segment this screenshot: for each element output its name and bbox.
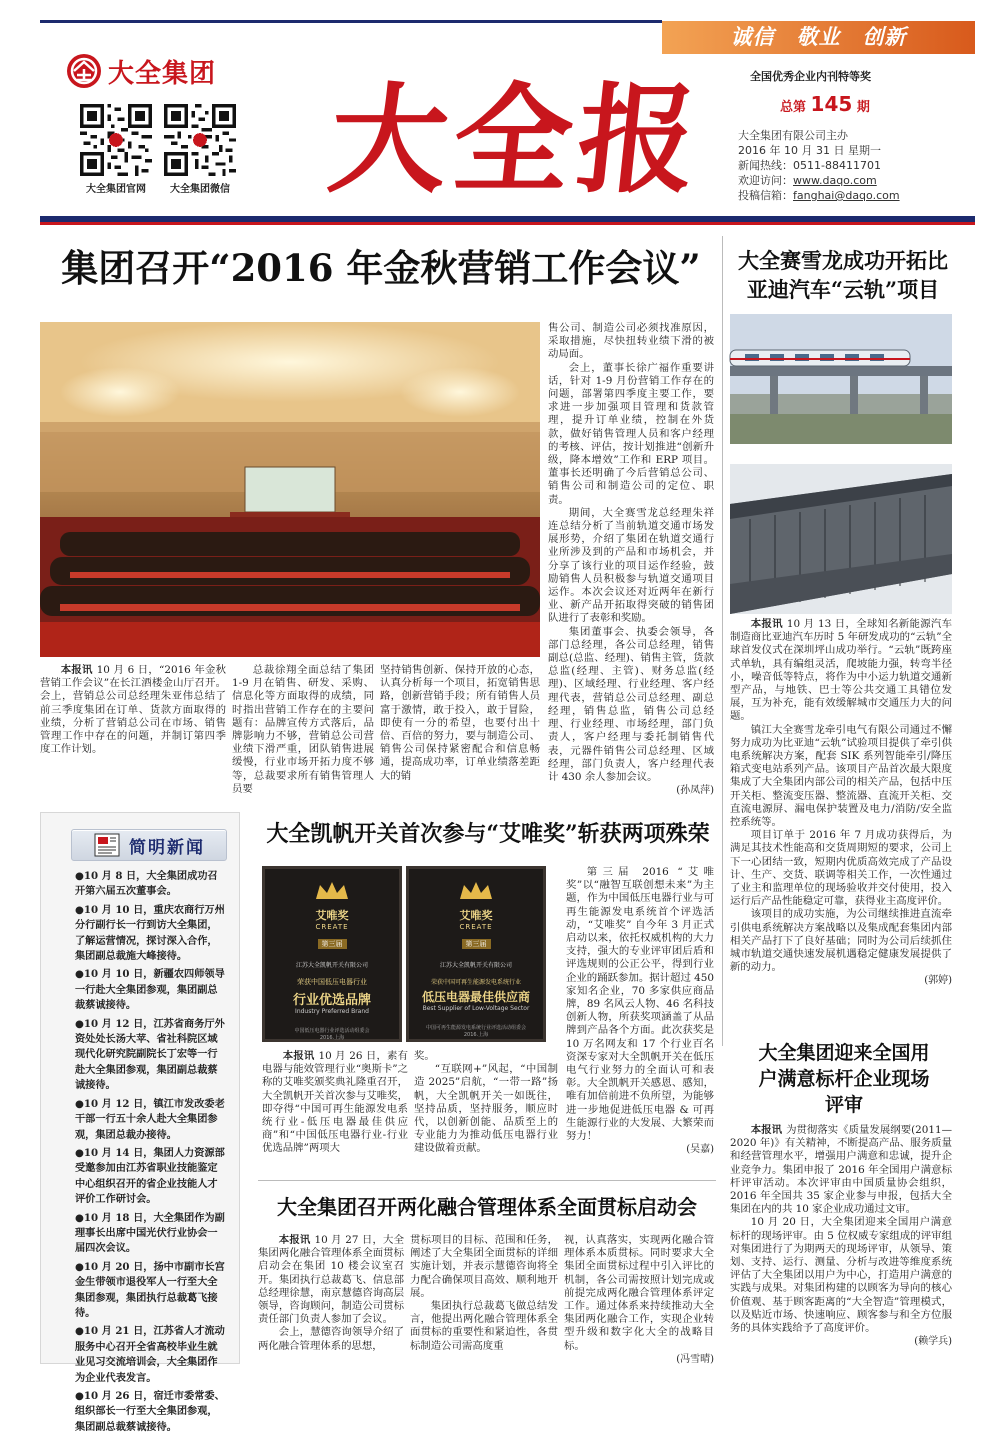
slogan-text: 诚信 敬业 创新 xyxy=(730,25,907,49)
brief-list xyxy=(41,869,239,1435)
plaque-edition: 第三届 xyxy=(462,939,491,949)
mgmt-text-3: 视，认真落实，实现两化融合管理体系本质贯标。同时要求大全集团全面贯标过程中引入评比的机制，各公司需按照计划完成或前提完成两化融合管理体系评定工作。通过体系来持续推动大全集团两化融合工作，实现企业转型升级和数字化大全的战略目标。 xyxy=(564,1234,714,1352)
group-logo[interactable] xyxy=(66,55,266,87)
lead-col-2 xyxy=(232,664,374,794)
lead-text-4d: 集团董事会、执委会领导，各部门总经理，各公司总经理，销售副总(总监、经理)、销售主管，货款总监(经理、主管)、财务总监(经理)、区域经理、行业经理、客户经理代表，营销总公司总经理、副总经理，销售总监，销售公司总经理、行业经理、市场经理，部门负责人，客户经理与委托制销售代表，元器件销售公司总经理、区域经理，部门负责人，客户经理代表计 430 余人参加会议。 xyxy=(548,625,714,783)
mgmt-col-1 xyxy=(258,1234,404,1368)
mgmt-text-1b: 会上，慧德咨询领导介绍了两化融合管理体系的思想， xyxy=(258,1326,404,1352)
right-text-3: 项目订单于 2016 年 7 月成功获得后，为满足其技术性能高和交货周期短的要求，公司上下一心团结一致，短期内优质高效完成了产品设计、生产、交货、联调等相关工作，一次性通过了业主和监理单位的现场验收并交付使用，投入运行后产品性能稳定可靠，获得业主高度评价。 xyxy=(730,829,952,908)
logo-name: 大全集团 xyxy=(108,58,217,89)
mgmt-dateline: 本报讯 xyxy=(278,1234,311,1246)
brief-title: 简明新闻 xyxy=(129,837,205,858)
lead-col-4 xyxy=(548,322,714,797)
right-dateline: 本报讯 xyxy=(750,618,783,630)
mgmt-col-3 xyxy=(564,1234,714,1368)
masthead-rule-red xyxy=(40,222,975,225)
brief-item: ●10 月 12 日，江苏省商务厅外资处处长汤大苹、省社科院区域现代化研究院副院长丁宏等一行赴大全集团参观，集团副总裁蔡诚接待。 xyxy=(75,1017,225,1092)
qr-official[interactable] xyxy=(80,104,152,176)
mgmt-rule xyxy=(258,1180,716,1181)
daqo-logo-icon xyxy=(66,53,102,89)
brief-item: ●10 月 10 日，重庆农商行万州分行副行长一行到访大全集团，了解运营情况，探讨深入合作，集团副总裁施大峰接待。 xyxy=(75,903,225,963)
kaifan-text-3: 第三届 2016 “艾唯奖”以“融智互联创想未来”为主题，作为中国低压电器行业与可再生能源发电系统首个评选活动，“艾唯奖” 自今年 3 月正式启动以来，依托权威机构的大力支持，强大的专业评审团后盾和评选规则的公正公平，得到行业企业的踊跃参加。据计超过 450 家知名企业，70 多家供应商品牌，89 名风云人物、46 名科技创新人物，所获奖项涵盖了从品牌到产品各个方面。此次获奖是 10 万名网友和 17 个行业百名资深专家对大全凯帆开关在低压电气行业努力的全面认可和表彰。大全凯帆开关感恩、感知，唯有加倍前进不负所望，为能够进一步地促进低压电器 & 可再生能源行业的大发展、大繁荣而努力！ xyxy=(566,866,714,1143)
right-headline: 大全赛雪龙成功开拓比亚迪汽车“云轨”项目 xyxy=(738,248,948,302)
qr-code-icon xyxy=(164,104,236,176)
newspaper-icon xyxy=(93,831,123,859)
qr-code-icon xyxy=(80,104,152,176)
substation-photo xyxy=(730,464,952,614)
mail-label: 投稿信箱： xyxy=(738,189,793,202)
brief-item: ●10 月 14 日，集团人力资源部受邀参加由江苏省职业技能鉴定中心组织召开的省企业技能人才评价工作研讨会。 xyxy=(75,1146,225,1206)
mail-line xyxy=(738,188,978,203)
crown-icon xyxy=(312,879,352,903)
plaque-date: 2016.上海 xyxy=(319,1035,345,1041)
brief-title-bar xyxy=(71,829,227,861)
kaifan-col-3 xyxy=(566,866,714,1168)
brief-item: ●10 月 21 日，江苏省人才流动服务中心召开全省高校毕业生就业见习交流培训会，大全集团作为企业代表发言。 xyxy=(75,1325,225,1384)
lead-text-2: 总裁徐翔全面总结了集团 1-9 月在销售、研发、采购、信息化等方面取得的成绩，同时指出营销工作存在的主要问题有：品牌宣传方式落后，品牌影响力不够，营销总公司营业绩下滑严重，团队销售进展缓慢，行业市场开拓力度不够等，总裁要求所有销售管理人员要 xyxy=(232,664,374,795)
award-plaque-2 xyxy=(406,866,546,1042)
plaque-award: 低压电器最佳供应商 xyxy=(421,990,530,1004)
kaifan-dateline: 本报讯 xyxy=(282,1050,315,1062)
qr-wechat[interactable] xyxy=(164,104,236,176)
kpi-text-1: 为贯彻落实《质量发展纲要(2011—2020 年)》有关精神，不断提高产品、服务质量和经营管理水平，增强用户满意和忠诚，提升企业竞争力。集团申报了 2016 年全国用户满意标杆评审活动。本次评审由中国质量协会组织，2016 年全国共 35 家企业参与申报，包括大全集团在内的共 10 家企业成功通过文审。 xyxy=(730,1124,952,1216)
right-divider xyxy=(722,236,723,1046)
kaifan-col-2 xyxy=(414,1050,558,1168)
qr-label-official: 大全集团官网 xyxy=(86,184,146,195)
kaifan-text-1: 10 月 26 日，素有电器与能效管理行业“奥斯卡”之称的艾唯奖颁奖典礼隆重召开，大全凯帆开关首次参与艾唯奖，即夺得“中国可再生能源发电系统行业-低压电器最佳供应商”和“中国低压电器行业-行业优选品牌”两项大 xyxy=(262,1050,408,1155)
mail-link[interactable]: fanghai@daqo.com xyxy=(793,189,900,202)
plaque-en: Industry Preferred Brand xyxy=(295,1008,369,1015)
right-text-2: 镇江大全赛雪龙牵引电气有限公司通过不懈努力成功为比亚迪“云轨”试验项目提供了牵引供电系统解决方案，配套 SIK 系列智能牵引/降压箱式变电站系列产品。该项目产品首次最大限度集成了大全集团内部公司的相关产品，包括中压开关柜、整流变压器、整流器、直流开关柜、交直流电源屏、漏电保护装置及电力/消防/安全监控系统等。 xyxy=(730,723,952,829)
plaque-sub: CREATE xyxy=(459,923,493,931)
mgmt-text-2b: 集团执行总裁葛飞做总结发言，他提出两化融合管理体系全面贯标的重要性和紧迫性，各贯标制造公司需高度重 xyxy=(410,1300,558,1352)
plaque-date: 2016.上海 xyxy=(463,1032,489,1038)
kaifan-col-1 xyxy=(262,1050,408,1168)
lead-text-4b: 会上，董事长徐广福作重要讲话，针对 1-9 月份营销工作存在的问题，部署第四季度主要工作，要求进一步加强项目管理和货款管理，提升订单业绩，控制在外货款，做好销售管理人员和客户经理的考核、评估，按计划推进“创新升级，降本增效”工作和 ERP 项目。董事长还明确了今后营销总公司、销售公司和制造公司的定位、职责。 xyxy=(548,361,714,506)
kpi-text-2: 10 月 20 日，大全集团迎来全国用户满意标杆的现场评审。由 5 位权威专家组成的评审组对集团进行了为期两天的现场评审，从领导、策划、支持、运行、测量、分析与改进等维度系统评估了大全集团以用户为中心，打造用户满意的实践与成果。对集团构建的以顾客为导向的核心价值观、基于顾客距离的“大全智造”管理模式，以及贴近市场、快速响应、顾客参与和全方位服务的具体实践给予了高度评价。 xyxy=(730,1216,952,1335)
issue-number xyxy=(780,92,900,116)
brief-item: ●10 月 8 日，大全集团成功召开第六届五次董事会。 xyxy=(75,870,218,898)
right-text-1: 10 月 13 日，全球知名新能源汽车制造商比亚迪汽车历时 5 年研发成功的“云轨”全球首发仪式在深圳坪山成功举行。“云轨”既跨座式单轨，具有编组灵活，爬坡能力强，转弯半径小，噪音低等特点，将作为中小运力轨道交通新型产品，与地铁、巴士等公共交通工具错位发展，互为补充，能有效缓解城市交通压力大的问题。 xyxy=(730,618,953,723)
award-plaque-1 xyxy=(262,866,402,1042)
issue-value: 145 xyxy=(810,92,853,116)
kaifan-text-2: 奖。 xyxy=(414,1050,435,1062)
plaque-brand: 艾唯奖 xyxy=(459,909,493,922)
plaque-edition: 第三届 xyxy=(318,939,347,949)
kaifan-headline: 大全凯帆开关首次参与“艾唯奖”斩获两项殊荣 xyxy=(266,821,710,847)
lead-author: (孙凤萍) xyxy=(676,785,714,797)
lead-headline: 集团召开“2016 年金秋营销工作会议” xyxy=(61,246,701,290)
plaque-award: 行业优选品牌 xyxy=(292,993,371,1008)
info-line: 新闻热线：0511-88411701 xyxy=(738,159,881,172)
right-author: (郭婷) xyxy=(924,975,952,987)
plaque-brand: 艾唯奖 xyxy=(315,909,349,922)
lead-text-1: 10 月 6 日，“2016 年金秋营销工作会议”在长江酒楼金山厅召开。会上，营销总公司总经理朱亚伟总结了前三季度集团在订单、货款方面取得的业绩，分析了营销总公司在市场、销售管理工作中存在的问题，并制订第四季度工作计划。 xyxy=(40,664,226,756)
visit-label: 欢迎访问： xyxy=(738,174,793,187)
brief-item: ●10 月 26 日，宿迁市委常委、组织部长一行至大全集团参观，集团副总裁蔡诚接待。 xyxy=(75,1390,225,1433)
award-line: 全国优秀企业内刊特等奖 xyxy=(750,70,871,83)
kpi-author: (赖学兵) xyxy=(914,1336,952,1348)
lead-col-1 xyxy=(40,664,226,794)
brief-item: ●10 月 18 日，大全集团作为副理事长出席中国光伏行业协会一届四次会议。 xyxy=(75,1211,225,1255)
issue-suffix: 期 xyxy=(856,100,870,115)
publisher-info xyxy=(738,128,978,203)
brief-box xyxy=(40,812,240,1433)
lead-text-3: 坚持销售创新、保持开放的心态，认真分析每一个项目，拓宽销售思路，创新营销手段；所有销售人员富于激情，敢于投入，敢于冒险，即使有一分的希望，也要付出十倍、百倍的努力，要与制造公司、销售公司保持紧密配合和信息畅通，提高成功率，订单业绩落差距大的销 xyxy=(380,664,540,782)
lead-col-3 xyxy=(380,664,540,794)
monorail-photo xyxy=(730,314,952,444)
plaque-desc: 荣获中国可再生能源发电系统行业 xyxy=(430,979,521,986)
kpi-dateline: 本报讯 xyxy=(750,1124,783,1136)
lead-text-4: 售公司、制造公司必须找准原因，采取措施，尽快扭转业绩下滑的被动局面。 xyxy=(548,322,714,361)
plaque-en: Best Supplier of Low-Voltage Sector xyxy=(422,1005,530,1012)
right-text-4: 该项目的成功实施，为公司继续推进直流牵引供电系统解决方案战略以及集成配套集团内部相关产品打下了良好基础；同时为公司后续抓住城市轨道交通快速发展机遇稳定健康发展提供了新的动力。 xyxy=(730,908,952,974)
plaque-desc: 荣获中国低压电器行业 xyxy=(297,978,367,986)
mgmt-author: (冯雪晴) xyxy=(676,1353,714,1365)
lead-text-4c: 期间，大全赛雪龙总经理朱祥连总结分析了当前轨道交通市场发展形势，介绍了集团在轨道交通行业所涉及到的产品和市场机会，并分享了该行业的项目运作经验，鼓励销售人员积极参与轨道交通项目运作。本次会议还对近两年在新行业、新产品开拓取得突破的销售团队进行了表彰和奖励。 xyxy=(548,506,714,625)
kaifan-text-2b: “互联网+”风起，“中国制造 2025”启航，“一带一路”扬帆，大全凯帆开关一如既往，坚持品质，坚持服务，顺应时代，以创新创能、品质至上的专业能力为推动低压电器行业建设做着贡献。 xyxy=(414,1063,558,1155)
conference-photo xyxy=(40,322,540,657)
qr-label-wechat: 大全集团微信 xyxy=(170,184,230,195)
lead-dateline: 本报讯 xyxy=(60,664,93,676)
issue-prefix: 总第 xyxy=(780,100,807,115)
mgmt-col-2 xyxy=(410,1234,558,1368)
plaque-sub: CREATE xyxy=(315,923,349,931)
visit-line xyxy=(738,173,978,188)
plaque-foot: 中国低压电器行业评选活动组委会 xyxy=(294,1028,370,1034)
plaque-org: 江苏大全凯帆开关有限公司 xyxy=(295,962,368,969)
info-line: 大全集团有限公司主办 xyxy=(738,129,848,142)
plaque-org: 江苏大全凯帆开关有限公司 xyxy=(439,962,512,969)
kpi-headline: 大全集团迎来全国用户满意标杆企业现场评审 xyxy=(758,1042,930,1116)
kaifan-author: (吴嘉) xyxy=(686,1144,714,1156)
info-line: 2016 年 10 月 31 日 星期一 xyxy=(738,144,881,157)
brief-item: ●10 月 12 日，镇江市发改委老干部一行五十余人赴大全集团参观，集团总裁办接待。 xyxy=(75,1097,225,1141)
brief-item: ●10 月 20 日，扬中市副市长宫金生带领市退役军人一行至大全集团参观，集团执行总裁葛飞接待。 xyxy=(75,1260,225,1319)
mgmt-text-1: 10 月 27 日，大全集团两化融合管理体系全面贯标启动会在集团 10 楼会议室召开。集团执行总裁葛飞、信息部总经理徐慧，南京慧德咨询高层领导，咨询顾问，制造公司贯标责任部门负责人参加了会议。 xyxy=(258,1234,404,1326)
right-story-body xyxy=(730,618,952,1038)
brief-item: ●10 月 10 日，新疆农四师领导一行赴大全集团参观，集团副总裁蔡诚接待。 xyxy=(75,968,225,1012)
top-rule xyxy=(40,20,662,23)
website-link[interactable]: www.daqo.com xyxy=(793,174,877,187)
kpi-body xyxy=(730,1124,952,1368)
mgmt-text-2: 贯标项目的目标、范围和任务，阐述了大全集团全面贯标的详细实施计划，并表示慧德咨询将全力配合确保项目高效、顺利地开展。 xyxy=(410,1234,558,1299)
newspaper-title: 大全报 xyxy=(322,70,710,209)
mgmt-headline: 大全集团召开两化融合管理体系全面贯标启动会 xyxy=(277,1195,697,1219)
crown-icon xyxy=(456,879,496,903)
plaque-foot: 中国可再生能源发电系统行业评选活动组委会 xyxy=(425,1025,526,1031)
